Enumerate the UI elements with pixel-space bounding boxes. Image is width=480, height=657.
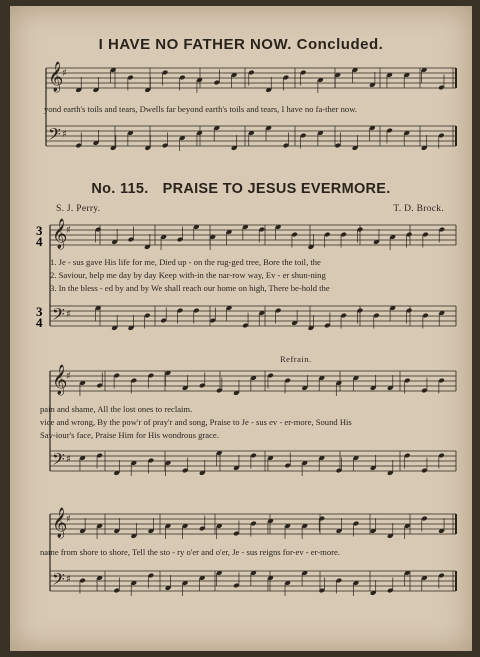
- sharp-icon: ♯: [62, 129, 67, 140]
- sharp-icon: ♯: [66, 574, 71, 585]
- sharp-icon: ♯: [62, 68, 67, 79]
- composer: T. D. Brock.: [393, 204, 444, 214]
- sharp-icon: ♯: [66, 225, 71, 236]
- time-signature-upper: 3: [36, 223, 43, 238]
- refrain-label: Refrain.: [280, 354, 312, 364]
- sharp-icon: ♯: [66, 371, 71, 382]
- treble-clef-icon: 𝄞: [48, 62, 64, 92]
- time-signature-lower: 4: [36, 234, 43, 249]
- lyric-mid-3: Sav-iour's face, Praise Him for His wondrous grace.: [40, 430, 219, 440]
- lyricist: S. J. Perry.: [56, 204, 101, 214]
- sharp-icon: ♯: [66, 309, 71, 320]
- lyric-mid-2: vice and wrong, By the pow'r of pray'r and song, Praise to Je - sus ev - er-more, Sound His: [40, 417, 352, 427]
- treble-clef-icon: 𝄞: [52, 219, 68, 249]
- sharp-icon: ♯: [66, 514, 71, 525]
- hymn-number: No. 115.: [91, 181, 149, 197]
- sharp-icon: ♯: [66, 454, 71, 465]
- bass-clef-icon: 𝄢: [52, 449, 65, 473]
- bass-clef-icon: 𝄢: [48, 124, 61, 148]
- lyric-mid-1: pain and shame, All the lost ones to reclaim.: [40, 404, 193, 414]
- time-signature-upper-bass: 3: [36, 304, 43, 319]
- lyric-verse-3: 3. In the bless - ed by and by We shall reach our home on high, There be-hold the: [50, 283, 330, 293]
- lyric-verse-1: 1. Je - sus gave His life for me, Died up - on the rug-ged tree, Bore the toil, the: [50, 257, 321, 267]
- lyric-verse-2: 2. Saviour, help me day by day Keep with-in the nar-row way, Ev - er shun-ning: [50, 270, 326, 280]
- bass-clef-icon: 𝄢: [52, 304, 65, 328]
- treble-clef-icon: 𝄞: [52, 365, 68, 395]
- lyric-line-top: yond earth's toils and tears, Dwells far beyond earth's toils and tears, I have no fa-ther now.: [44, 104, 358, 114]
- concluded-label: Concluded.: [296, 36, 384, 53]
- time-signature-lower-bass: 4: [36, 315, 43, 330]
- treble-clef-icon: 𝄞: [52, 508, 68, 538]
- song-title: I HAVE NO FATHER NOW.: [98, 36, 292, 53]
- hymn-title: PRAISE TO JESUS EVERMORE.: [162, 181, 391, 197]
- staff-layer: [46, 61, 456, 596]
- hymnal-page: [10, 6, 472, 651]
- lyric-line-bottom: name from shore to shore, Tell the sto - ry o'er and o'er, Je - sus reigns for-ev - er-more.: [40, 547, 340, 557]
- bass-clef-icon: 𝄢: [52, 569, 65, 593]
- music-notation: [10, 6, 472, 651]
